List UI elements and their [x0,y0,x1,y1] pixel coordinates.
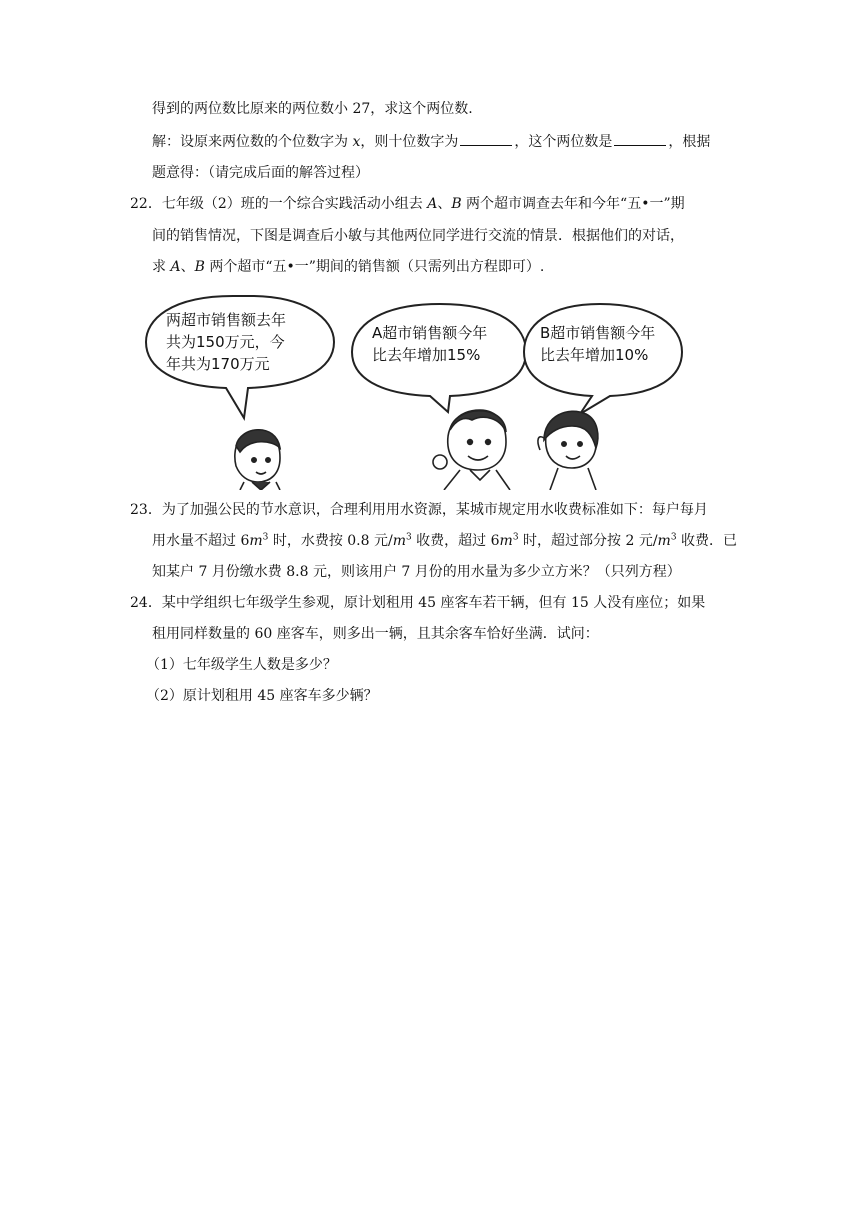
unit-m: m [392,533,406,549]
var-A: A [427,196,438,212]
bubble-3-line: B超市销售额今年 [540,324,656,342]
p22-number: 22． [130,196,162,212]
p22-line2: 间的销售情况，下图是调查后小敏与其他两位同学进行交流的情景．根据他们的对话， [152,228,684,244]
bubble-1-text [166,309,286,375]
girl-xiaomin-figure [235,430,280,490]
p23-text: 时，水费按 0.8 元/ [268,533,393,549]
p24-number: 24． [130,595,162,611]
unit-m: m [249,533,263,549]
p22-text: 求 [152,259,171,275]
boy-figure [433,410,510,490]
p23-line2 [152,531,737,551]
unit-m: m [657,533,671,549]
p22-text: 两个超市“五•一”期间的销售额（只需列出方程即可）. [204,259,545,275]
p23-number: 23． [130,502,162,518]
bubble-1-line: 年共为170万元 [166,355,270,373]
p22-text: 两个超市调查去年和今年“五•一”期 [461,196,685,212]
var-x: x [352,134,361,150]
unit-m: m [499,533,513,549]
answer-blank-number[interactable] [614,133,666,146]
bubble-2-line: 比去年增加15% [372,346,481,364]
p23-line1 [130,500,708,520]
p21-line2 [152,132,710,152]
p24-text: 某中学组织七年级学生参观，原计划租用 45 座客车若干辆，但有 15 人没有座位；如果 [161,595,706,611]
p21-text-d: ，根据 [668,134,711,150]
exponent: 3 [406,532,412,543]
p24-line2: 租用同样数量的 60 座客车，则多出一辆，且其余客车恰好坐满．试问： [152,626,599,642]
answer-blank-tens[interactable] [460,133,512,146]
exponent: 3 [670,532,677,543]
var-B: B [451,196,462,212]
p22-text: 、 [180,259,195,275]
bubble-3-text [540,322,655,366]
p23-text: 收费．已 [676,533,738,549]
bubble-2-text [372,322,487,366]
p24-question-1: （1）七年级学生人数是多少？ [146,657,337,673]
bubble-1-line: 两超市销售额去年 [166,311,287,329]
p21-line1: 得到的两位数比原来的两位数小 27，求这个两位数. [152,101,473,117]
exponent: 3 [512,532,519,543]
bubble-1-line: 共为150万元，今 [166,333,285,351]
bubble-2-line: A超市销售额今年 [372,324,488,342]
bubble-3-line: 比去年增加10% [540,346,649,364]
p21-text-a: 解：设原来两位数的个位数字为 [152,134,353,150]
var-A: A [170,259,181,275]
p21-line3: 题意得：（请完成后面的解答过程） [152,165,369,181]
p24-question-2: （2）原计划租用 45 座客车多少辆？ [146,688,378,704]
p23-text: 用水量不超过 6 [152,533,250,549]
p23-text: 时，超过部分按 2 元/ [518,533,658,549]
p22-line3 [152,257,544,277]
p21-text-c: ，这个两位数是 [514,134,613,150]
p22-line1 [130,194,685,214]
p22-text: 七年级（2）班的一个综合实践活动小组去 [161,196,428,212]
p22-text: 、 [437,196,452,212]
exponent: 3 [262,532,269,543]
p21-text-b: ，则十位数字为 [360,134,459,150]
p23-text: 收费，超过 6 [411,533,500,549]
p23-line3: 知某户 7 月份缴水费 8.8 元，则该用户 7 月份的用水量为多少立方米？（只列方程） [152,564,681,580]
p23-text: 为了加强公民的节水意识，合理利用用水资源，某城市规定用水收费标准如下：每户每月 [161,502,708,518]
girl-figure [538,411,598,490]
var-B: B [194,259,205,275]
p24-line1 [130,593,705,613]
